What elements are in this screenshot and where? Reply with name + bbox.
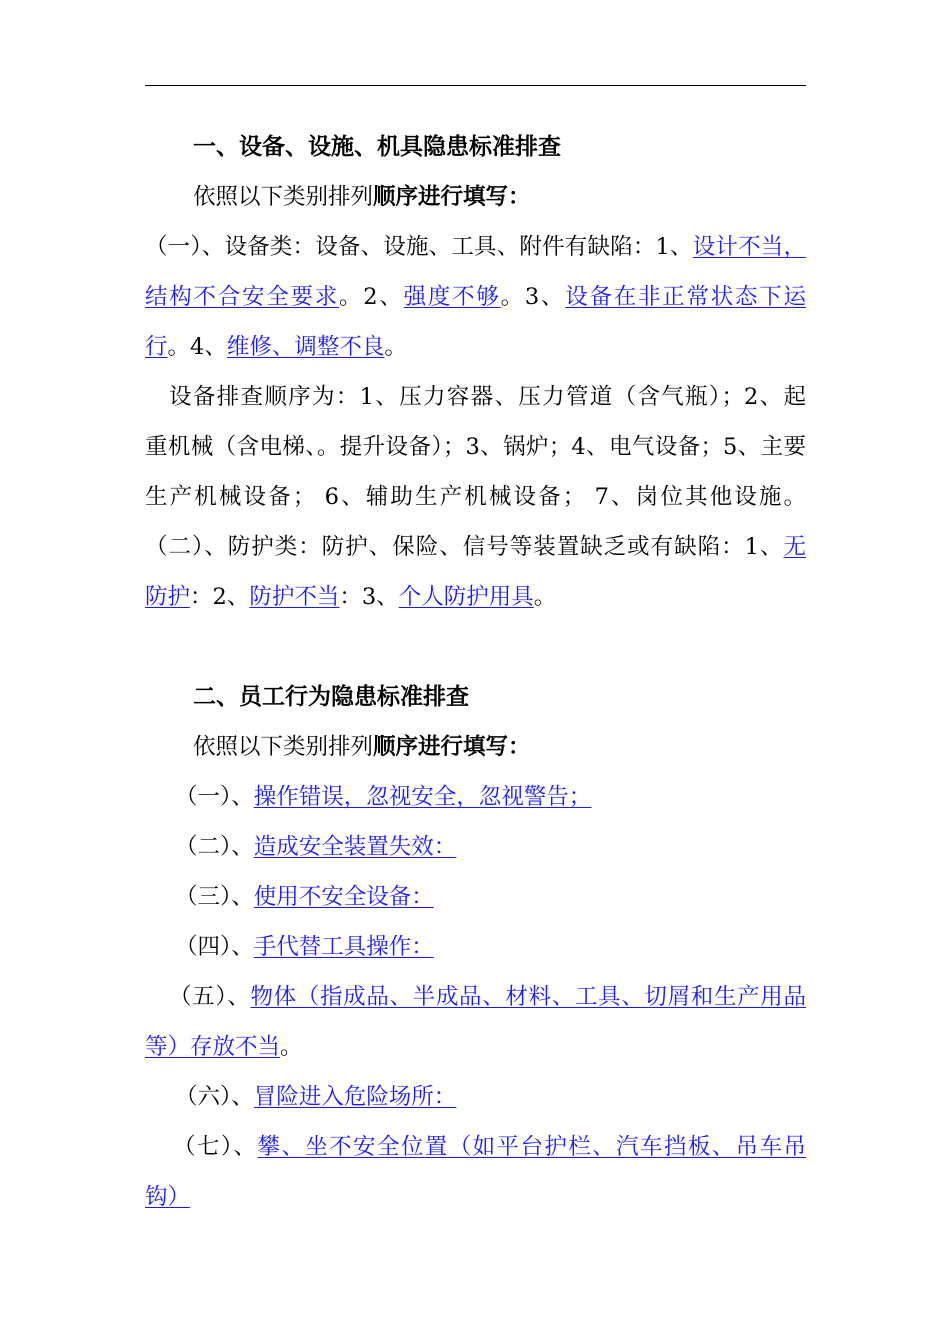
link-improper-protection[interactable]: 防护不当 [249, 584, 340, 610]
cat1-line2 [145, 272, 806, 322]
document-body [145, 122, 806, 1222]
cat2-line2 [145, 572, 806, 622]
cat1-line1 [145, 222, 806, 272]
behavior-item-7-line1 [145, 1122, 806, 1172]
separator: 。3、 [500, 284, 566, 310]
intro-plain: 依照以下类别排列 [193, 734, 374, 760]
link-improper-storage[interactable]: 物体（指成品、半成品、材料、工具、切屑和生产用品 [250, 984, 806, 1010]
separator: 。 [384, 334, 407, 360]
link-insufficient-strength[interactable]: 强度不够 [403, 284, 501, 310]
intro-bold: 顺序进行填写： [373, 184, 531, 210]
order-line1: 设备排查顺序为：1、压力容器、压力管道（含气瓶）；2、起 [169, 384, 806, 410]
behavior-item-5-line1 [145, 972, 806, 1022]
section2-heading: 二、员工行为隐患标准排查 [193, 683, 469, 710]
section-gap [145, 622, 806, 672]
item-prefix: （二）、 [175, 834, 254, 860]
link-hand-instead-of-tool[interactable]: 手代替工具操作： [253, 934, 434, 960]
separator: 。 [280, 1034, 303, 1060]
separator: 。 [533, 584, 557, 610]
link-abnormal-operation-cont[interactable]: 行 [145, 334, 168, 360]
link-unsafe-position[interactable]: 攀、坐不安全位置（如平台护栏、汽车挡板、吊车吊 [257, 1134, 806, 1160]
separator: ：2、 [190, 584, 250, 610]
link-design-improper[interactable]: 设计不当， [692, 234, 806, 260]
link-unsafe-position-cont[interactable]: 钩） [145, 1184, 191, 1210]
section2-intro [145, 722, 806, 772]
intro-plain: 依照以下类别排列 [193, 184, 374, 210]
link-unsafe-equipment[interactable]: 使用不安全设备： [253, 884, 434, 910]
link-improper-storage-cont[interactable]: 等）存放不当 [145, 1034, 281, 1060]
link-no-protection-cont[interactable]: 防护 [145, 584, 191, 610]
item-prefix: （四）、 [175, 934, 254, 960]
separator: ：3、 [339, 584, 399, 610]
separator: 。4、 [167, 334, 227, 360]
section1-intro [145, 172, 806, 222]
header-rule [145, 85, 806, 86]
behavior-item-4 [145, 922, 806, 972]
item-prefix: （一）、 [175, 784, 254, 810]
order-line2: 重机械（含电梯、。提升设备）；3、锅炉；4、电气设备；5、主要 [145, 434, 806, 460]
cat2-line1 [145, 522, 806, 572]
link-abnormal-operation[interactable]: 设备在非正常状态下运 [565, 284, 806, 310]
link-structure-unsafe[interactable]: 结构不合安全要求 [145, 284, 340, 310]
link-safety-device-failure[interactable]: 造成安全装置失效： [253, 834, 457, 860]
cat2-text: （二）、防护类：防护、保险、信号等装置缺乏或有缺陷：1、 [145, 534, 784, 560]
item-prefix: （三）、 [175, 884, 254, 910]
item-prefix: （六）、 [175, 1084, 254, 1110]
order-line3: 生产机械设备； 6、辅助生产机械设备； 7、岗位其他设施。 [145, 484, 806, 510]
separator: 。2、 [339, 284, 404, 310]
cat1-line3 [145, 322, 806, 372]
behavior-item-6 [145, 1072, 806, 1122]
link-no-protection[interactable]: 无 [783, 534, 806, 560]
item-prefix: （五）、 [169, 984, 251, 1010]
behavior-item-2 [145, 822, 806, 872]
link-enter-danger-zone[interactable]: 冒险进入危险场所： [253, 1084, 457, 1110]
cat1-text: （一）、设备类：设备、设施、工具、附件有缺陷：1、 [145, 234, 693, 260]
section1-heading: 一、设备、设施、机具隐患标准排查 [193, 133, 561, 160]
link-personal-protective-equipment[interactable]: 个人防护用具 [398, 584, 534, 610]
intro-bold: 顺序进行填写： [373, 734, 531, 760]
behavior-item-7-line2 [145, 1172, 806, 1222]
item-prefix: （七）、 [173, 1134, 258, 1160]
link-poor-maintenance[interactable]: 维修、调整不良 [226, 334, 385, 360]
behavior-item-3 [145, 872, 806, 922]
link-operation-error[interactable]: 操作错误，忽视安全，忽视警告； [253, 784, 592, 810]
behavior-item-1 [145, 772, 806, 822]
behavior-item-5-line2 [145, 1022, 806, 1072]
